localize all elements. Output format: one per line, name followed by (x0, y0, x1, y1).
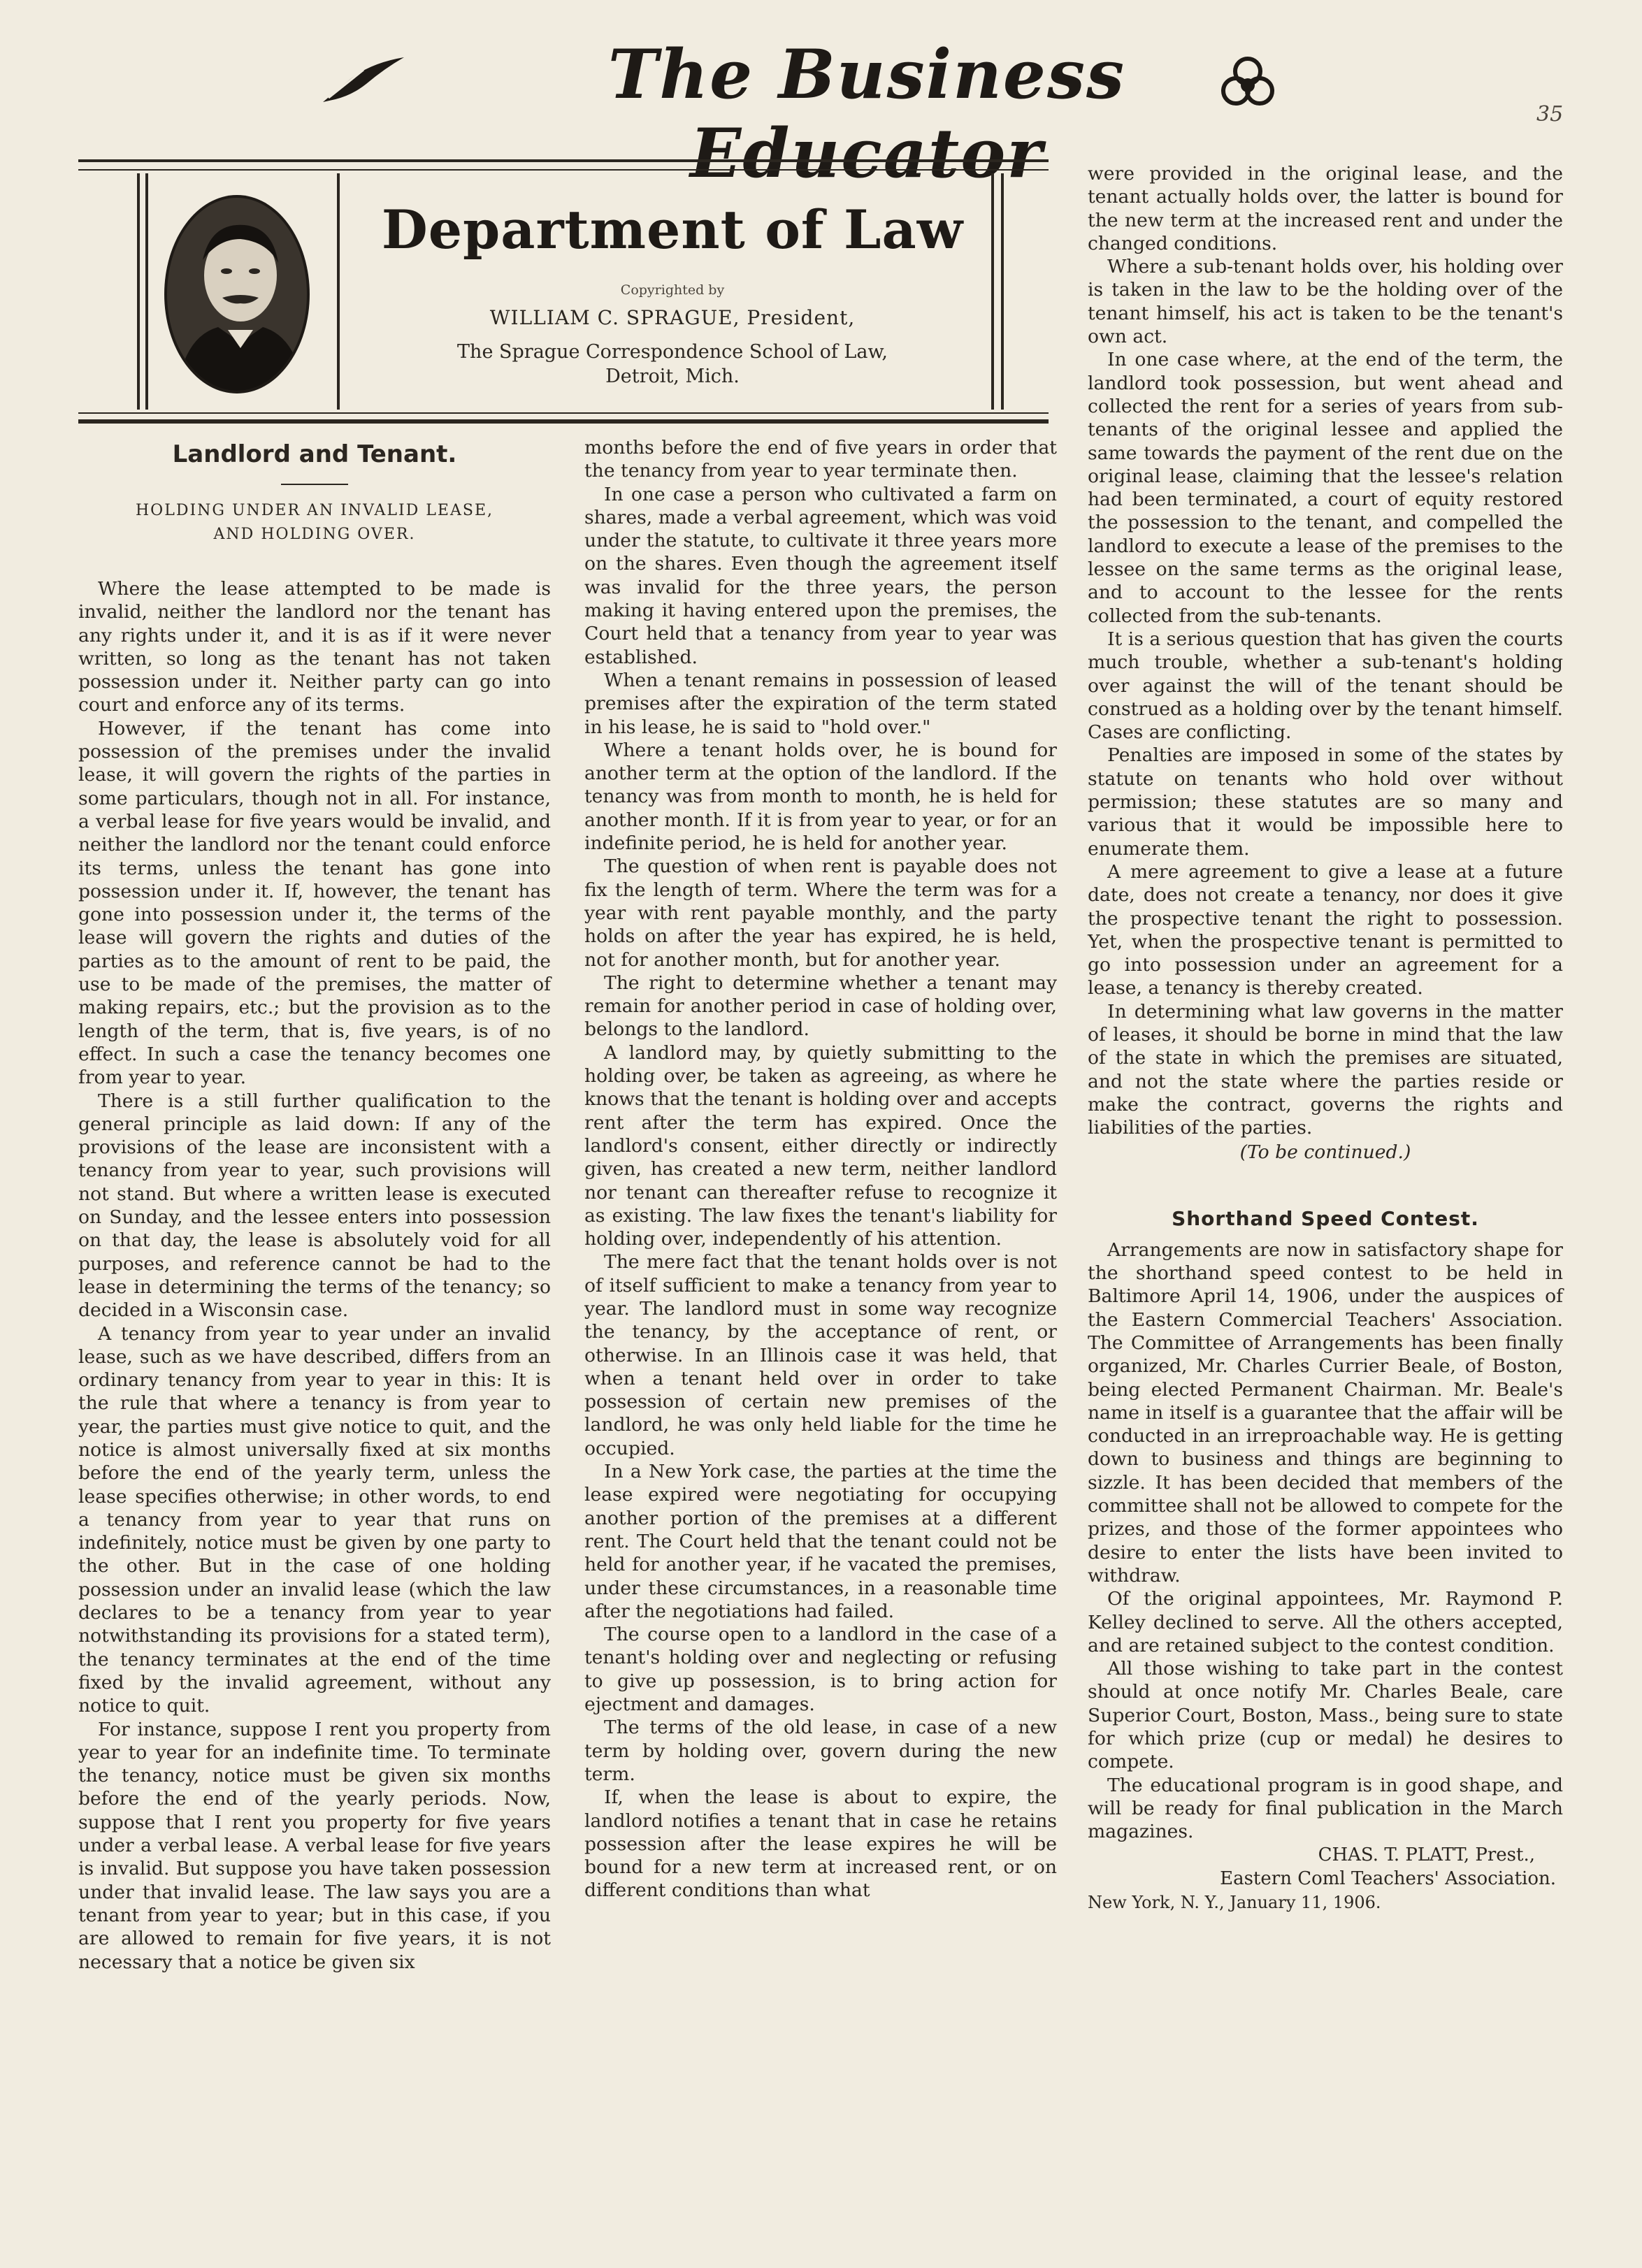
school-city: Detroit, Mich. (605, 366, 740, 387)
paragraph: The mere fact that the tenant holds over is not of itself sufficient to make a tenancy from year to year. The landlord must in some way recognize the tenancy, by the acceptance of rent, or otherwise. In an Illinois case it was held, that when a tenant held over in order to take possession of certain new premises of the landlord, he was only held liable for the time he occupied. (584, 1251, 1057, 1459)
subhead-line-2: AND HOLDING OVER. (213, 526, 416, 543)
section-divider (78, 421, 1049, 424)
signature: CHAS. T. PLATT, Prest., (1318, 1844, 1535, 1866)
paragraph: The right to determine whether a tenant may remain for another period in case of holding over, belongs to the landlord. (584, 972, 1057, 1041)
department-header (78, 159, 1049, 425)
paragraph: The course open to a landlord in the case of a tenant's holding over and neglecting or refusing to give up possession, is to bring action for ejectment and damages. (584, 1624, 1057, 1716)
article-column-3 (1088, 162, 1563, 1914)
paragraph: months before the end of five years in order that the tenancy from year to year terminate then. (584, 437, 1057, 482)
paragraph: The educational program is in good shape, and will be ready for final publication in the March magazines. (1088, 1774, 1563, 1843)
quill-pen-icon (322, 56, 405, 105)
dateline: New York, N. Y., January 11, 1906. (1088, 1893, 1381, 1913)
paragraph: A mere agreement to give a lease at a future date, does not create a tenancy, nor does it give the prospective tenant the right to possession. Yet, when the prospective tenant is permitted to go into possession under an agreement for a lease, a tenancy is thereby created. (1088, 860, 1563, 999)
paragraph: were provided in the original lease, and the tenant actually holds over, the latter is bound for the new term at the increased rent and under the changed conditions. (1088, 163, 1563, 254)
emblem-icon (1216, 50, 1279, 113)
subhead-line-1: HOLDING UNDER AN INVALID LEASE, (136, 502, 494, 519)
article-column-1 (78, 439, 551, 1974)
article-column-2 (584, 436, 1057, 1902)
association-name: Eastern Coml Teachers' Association. (1220, 1868, 1556, 1890)
author-line: WILLIAM C. SPRAGUE, President, (489, 306, 856, 329)
contest-title: Shorthand Speed Contest. (1172, 1206, 1479, 1230)
title-rule (281, 484, 348, 485)
paragraph: For instance, suppose I rent you property from year to year for an indefinite time. To terminate the tenancy, notice must be given six months before the end of the yearly periods. Now, suppose that I rent you property for five years under a verbal lease. A verbal lease for five years is invalid. But suppose you have taken possession under that invalid lease. The law says you are a tenant from year to year; but in this case, if you are allowed to remain for five years, it is not necessary that a notice be given six (78, 1718, 551, 1973)
author-portrait (162, 193, 312, 396)
paragraph: All those wishing to take part in the contest should at once notify Mr. Charles Beale, care Superior Court, Boston, Mass., being sure to state for which prize (cup or medal) he desires to compete. (1088, 1658, 1563, 1773)
paragraph: Where a tenant holds over, he is bound for another term at the option of the landlord. If the tenancy was from month to month, he is held for another month. If it is from year to year, or for an indefinite period, he is held for another year. (584, 739, 1057, 855)
masthead-title: The Business Educator (607, 35, 1126, 193)
paragraph: Penalties are imposed in some of the states by statute on tenants who hold over without permission; these statutes are so many and various that it would be impossible here to enumerate them. (1088, 744, 1563, 860)
paragraph: It is a serious question that has given the courts much trouble, whether a sub-tenant's holding over against the will of the tenant should be construed as a holding over by the tenant himself. Cases are conflicting. (1088, 628, 1563, 744)
paragraph: A landlord may, by quietly submitting to the holding over, be taken as agreeing, as where he knows that the tenant is holding over and accepts rent after the term has expired. Once the landlord's consent, either directly or indirectly given, has created a new term, neither landlord nor tenant can thereafter refuse to recognize it as existing. The law fixes the tenant's liability for holding over, independently of his attention. (584, 1041, 1057, 1250)
paragraph: A tenancy from year to year under an invalid lease, such as we have described, differs from an ordinary tenancy from year to year in this: It is the rule that where a tenancy is from year to year, the parties must give notice to quit, and the notice is almost universally fixed at six months before the end of the yearly term, unless the lease specifies otherwise; in other words, to end a tenancy from year to year that runs on indefinitely, notice must be given by one party to the other. But in the case of one holding possession under an invalid lease (which the law declares to be a tenancy from year to year notwithstanding its provisions for a stated term), the tenancy terminates at the end of the time fixed by the invalid agreement, without any notice to quit. (78, 1322, 551, 1717)
paragraph: If, when the lease is about to expire, the landlord notifies a tenant that in case he retains possession after the lease expires he will be bound for a new term at increased rent, or on different conditions than what (584, 1786, 1057, 1902)
copyright-line: Copyrighted by (620, 282, 725, 298)
paragraph: Arrangements are now in satisfactory shape for the shorthand speed contest to be held in Baltimore April 14, 1906, under the auspices of the Eastern Commercial Teachers' Association. The Committee of Arrangements has been finally organized, Mr. Charles Currier Beale, of Boston, being elected Permanent Chairman. Mr. Beale's name in itself is a guarantee that the affair will be conducted in an irreproachable way. He is getting down to business and things are beginning to sizzle. It has been decided that members of the committee shall not be allowed to compete for the prizes, and those of the former appointees who desire to enter the lists have been invited to withdraw. (1088, 1238, 1563, 1587)
paragraph: However, if the tenant has come into possession of the premises under the invalid lease, it will govern the rights of the parties in some particulars, though not in all. For instance, a verbal lease for five years would be invalid, and neither the landlord nor the tenant could enforce its terms, unless the tenant has gone into possession under it. If, however, the tenant has gone into possession under it, the terms of the lease will govern the rights and duties of the parties as to the amount of rent to be paid, the use to be made of the premises, the matter of making repairs, etc.; but the provision as to the length of the term, that is, five years, is of no effect. In such a case the tenancy becomes one from year to year. (78, 717, 551, 1089)
paragraph: The terms of the old lease, in case of a new term by holding over, govern during the new term. (584, 1717, 1057, 1785)
article-subhead (78, 499, 551, 547)
page-number: 35 (1536, 102, 1564, 127)
school-line (337, 340, 1008, 389)
masthead (322, 35, 1300, 193)
paragraph: In one case a person who cultivated a farm on shares, made a verbal agreement, which was void under the statute, to cultivate it three years more on the shares. Even though the agreement itself was invalid for the three years, the person making it having entered upon the premises, the Court held that a tenancy from year to year was established. (584, 483, 1057, 668)
paragraph: The question of when rent is payable does not fix the length of term. Where the term was for a year with rent payable monthly, and the party holds on after the year has expired, he is held, not for another month, but for another year. (584, 855, 1057, 971)
paragraph: When a tenant remains in possession of leased premises after the expiration of the term stated in his lease, he is said to "hold over." (584, 669, 1057, 738)
article-title: Landlord and Tenant. (172, 440, 457, 468)
paragraph: In a New York case, the parties at the time the lease expired were negotiating for occupying another portion of the premises at a different rent. The Court held that the tenant could not be held for another year, if he vacated the premises, under these circumstances, in a reasonable time after the negotiations had failed. (584, 1461, 1057, 1622)
paragraph: Where the lease attempted to be made is invalid, neither the landlord nor the tenant has any rights under it, and it is as if it were never written, so long as the tenant has not taken possession under it. Neither party can go into court and enforce any of its terms. (78, 578, 551, 716)
paragraph: Where a sub-tenant holds over, his holding over is taken in the law to be the holding over of the tenant himself, his act is taken to be the tenant's own act. (1088, 256, 1563, 348)
paragraph: There is a still further qualification to the general principle as laid down: If any of the provisions of the lease are inconsistent with a tenancy from year to year, such provisions will not stand. But where a written lease is executed on Sunday, and the lessee enters into possession on that day, the lease is absolutely void for all purposes, and reference cannot be had to the lease in determining the terms of the tenancy; so decided in a Wisconsin case. (78, 1090, 551, 1322)
paragraph: In determining what law governs in the matter of leases, it should be borne in mind that the law of the state in which the premises are situated, and not the state where the parties reside or make the contract, governs the rights and liabilities of the parties. (1088, 1000, 1563, 1139)
school-name: The Sprague Correspondence School of Law, (457, 341, 888, 363)
paragraph: In one case where, at the end of the term, the landlord took possession, but went ahead and collected the rent for a series of years from sub-tenants of the original lessee and applied the same towards the payment of the rent due on the original lease, claiming that the lessee's relation had been terminated, a court of equity restored the possession to the tenant, and compelled the landlord to execute a lease of the premises to the lessee on the same terms as the original lease, and to account to the lessee for the rents collected from the sub-tenants. (1088, 349, 1563, 627)
department-title: Department of Law (381, 198, 964, 261)
paragraph: Of the original appointees, Mr. Raymond P. Kelley declined to serve. All the others accepted, and are retained subject to the contest condition. (1088, 1588, 1563, 1656)
continued-note: (To be continued.) (1239, 1141, 1411, 1164)
